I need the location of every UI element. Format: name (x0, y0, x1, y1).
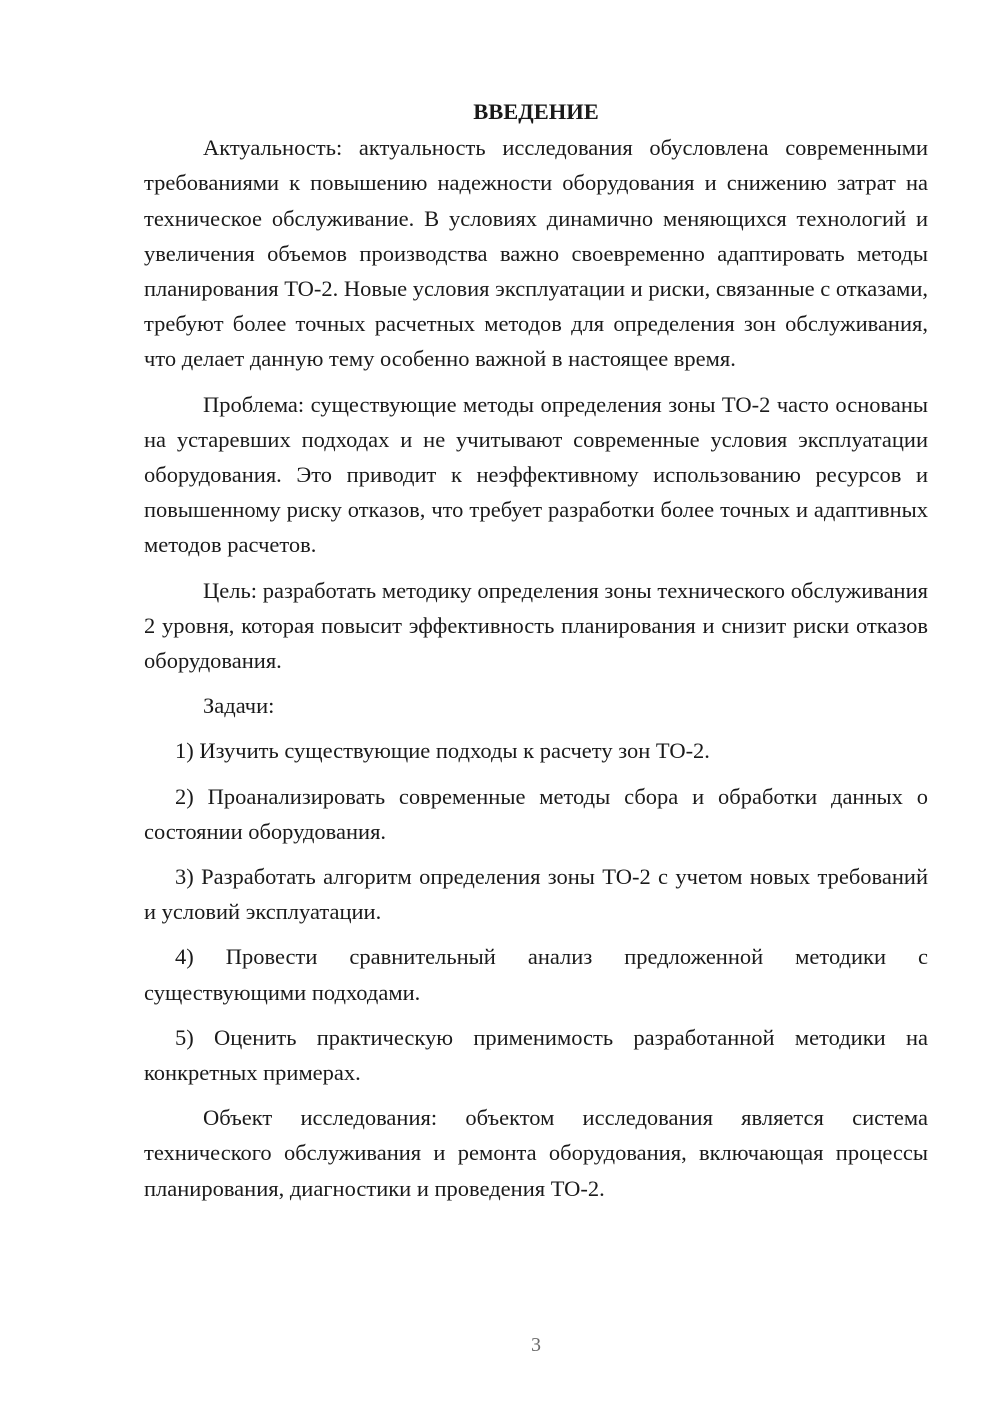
page-title: ВВЕДЕНИЕ (473, 99, 599, 124)
page-number: 3 (531, 1334, 541, 1356)
paragraph-goal: Цель: разработать методику определения зоны технического обслуживания 2 уровня, которая повысит эффективность планирования и снизит риски отказов оборудования. (144, 577, 928, 674)
task-item: 4) Провести сравнительный анализ предложенной методики с существующими подходами. (144, 944, 928, 1005)
page-content (144, 94, 928, 1206)
paragraph-object: Объект исследования: объектом исследования является система технического обслуживания и ремонта оборудования, включающая процессы планирования, диагностики и проведения ТО-2. (144, 1105, 928, 1201)
task-item: 1) Изучить существующие подходы к расчету зон ТО-2. (175, 738, 710, 764)
task-item: 3) Разработать алгоритм определения зоны ТО-2 с учетом новых требований и условий эксплуатации. (144, 864, 928, 925)
task-item: 2) Проанализировать современные методы сбора и обработки данных о состоянии оборудования. (144, 783, 928, 844)
paragraph-relevance: Актуальность: актуальность исследования обусловлена современными требованиями к повышению надежности оборудования и снижению затрат на техническое обслуживание. В условиях динамично меняющихся технологий и увеличения объемов производства важно своевременно адаптировать методы планирования ТО-2. Новые условия эксплуатации и риски, связанные с отказами, требуют более точных расчетных методов для определения зон обслуживания, что делает данную тему особенно важной в настоящее время. (144, 135, 928, 372)
task-item: 5) Оценить практическую применимость разработанной методики на конкретных примерах. (144, 1024, 928, 1086)
paragraph-problem: Проблема: существующие методы определения зоны ТО-2 часто основаны на устаревших подходах и не учитывают современные условия эксплуатации оборудования. Это приводит к неэффективному использованию ресурсов и повышенному риску отказов, что требует разработки более точных и адаптивных методов расчетов. (144, 391, 928, 558)
tasks-label: Задачи: (203, 693, 275, 719)
